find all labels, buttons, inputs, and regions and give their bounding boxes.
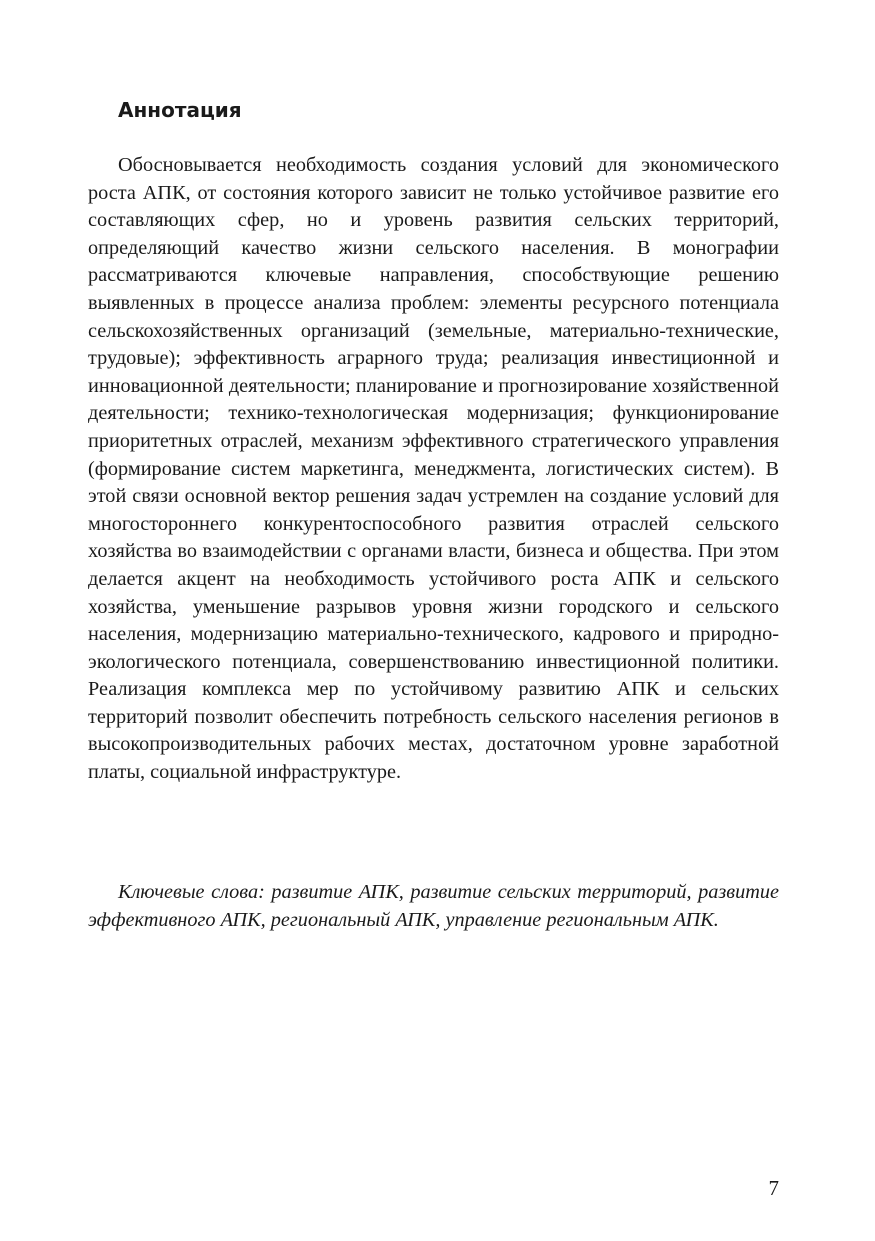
section-heading: Аннотация <box>118 98 242 122</box>
abstract-paragraph: Обосновывается необходимость создания условий для экономического роста АПК, от состояния которого зависит не только устойчивое развитие его составляющих сфер, но и уровень развития сельских территорий, определяющий качество жизни сельского населения. В монографии рассматриваются ключевые направления, способствующие решению выявленных в процессе анализа проблем: элементы ресурсного потенциала сельскохозяйственных организаций (земельные, материально-технические, трудовые); эффективность аграрного труда; реализация инвестиционной и инновационной деятельности; планирование и прогнозирование хозяйственной деятельности; технико-технологическая модернизация; функционирование приоритетных отраслей, механизм эффективного стратегического управления (формирование систем маркетинга, менеджмента, логистических систем). В этой связи основной вектор решения задач устремлен на создание условий для многостороннего конкурентоспособного развития отраслей сельского хозяйства во взаимодействии с органами власти, бизнеса и общества. При этом делается акцент на необходимость устойчивого роста АПК и сельского хозяйства, уменьшение разрывов уровня жизни городского и сельского населения, модернизацию материально-технического, кадрового и природно-экологического потенциала, совершенствованию инвестиционной политики. Реализация комплекса мер по устойчивому развитию АПК и сельских территорий позволит обеспечить потребность сельского населения регионов в высокопроизводительных рабочих местах, достаточном уровне заработной платы, социальной инфраструктуре. <box>88 154 779 784</box>
page-number: 7 <box>768 1176 779 1200</box>
keywords-paragraph: Ключевые слова: развитие АПК, развитие сельских территорий, развитие эффективного АПК, региональный АПК, управление региональным АПК. <box>88 881 779 931</box>
